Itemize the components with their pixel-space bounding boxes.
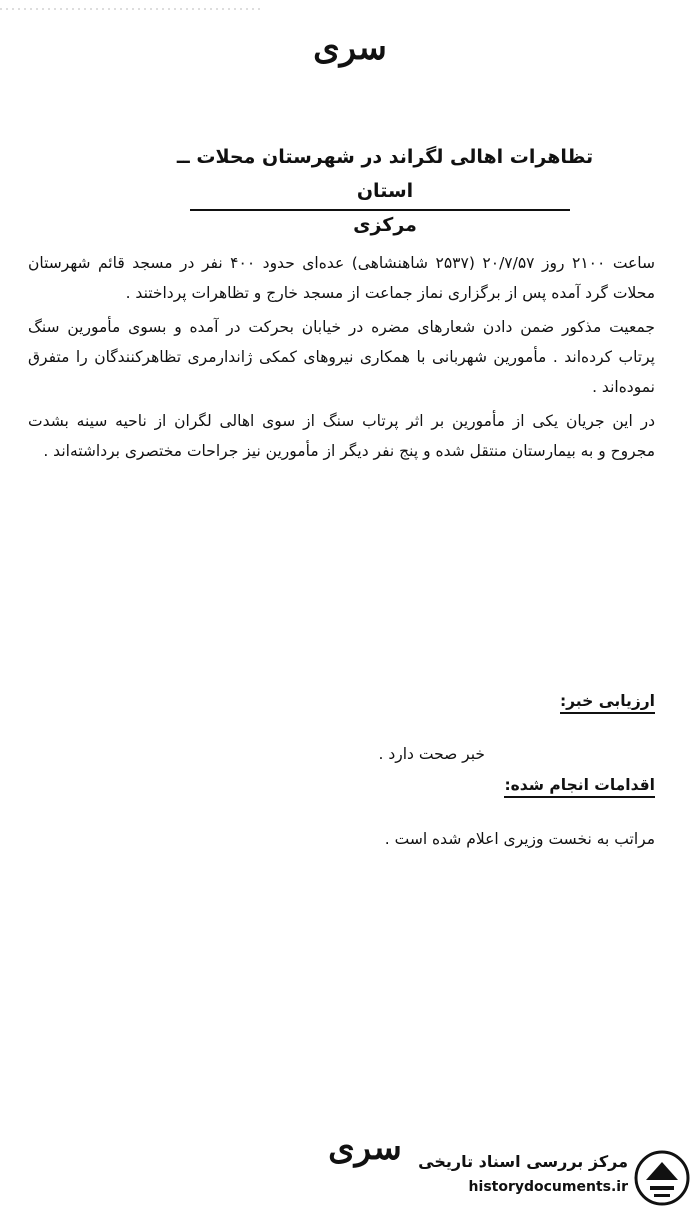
title-line-1: تظاهرات اهالی لگراند در شهرستان محلات ــ استان [176, 146, 594, 202]
watermark-org-name: مرکز بررسی اسناد تاریخی [418, 1152, 628, 1171]
scan-artifact-line [0, 6, 700, 12]
title-underline [190, 209, 570, 211]
paragraph-1: ساعت ۲۱۰۰ روز ۲۰/۷/۵۷ (۲۵۳۷ شاهنشاهی) عده‌ای حدود ۴۰۰ نفر در مسجد قائم شهرستان محلات گرد آمده پس از برگزاری نماز جماعت از مسجد خارج و تظاهرات پرداختند . [28, 254, 656, 302]
title-line-2: مرکزی [353, 214, 417, 236]
assessment-value: خبر صحت دارد . [378, 745, 485, 763]
report-body [28, 248, 655, 470]
document-title [150, 140, 620, 242]
actions-value: مراتب به نخست وزیری اعلام شده است . [384, 830, 655, 848]
paragraph-2: جمعیت مذکور ضمن دادن شعارهای مضره در خیابان بحرکت در آمده و بسوی مأمورین سنگ پرتاب کرده‌اند . مأمورین شهربانی با همکاری نیروهای کمکی ژاندارمری تظاهرکنندگان را متفرق نموده‌اند . [28, 318, 655, 396]
paragraph-3: در این جریان یکی از مأمورین بر اثر پرتاب سنگ از سوی اهالی لگران از ناحیه سینه بشدت مجروح و به بیمارستان منتقل شده و پنج نفر دیگر از مأمورین نیز جراحات مختصری برداشته‌اند . [28, 412, 655, 460]
archive-logo-icon [634, 1150, 690, 1206]
classification-footer: سری [328, 1128, 402, 1168]
classification-header: سری [313, 28, 387, 68]
actions-label-text: اقدامات انجام شده: [504, 776, 655, 798]
assessment-label-text: ارزیابی خبر: [560, 692, 655, 714]
archive-watermark [418, 1148, 694, 1208]
assessment-label [560, 692, 655, 710]
actions-label [504, 776, 655, 794]
watermark-site: historydocuments.ir [468, 1179, 628, 1195]
